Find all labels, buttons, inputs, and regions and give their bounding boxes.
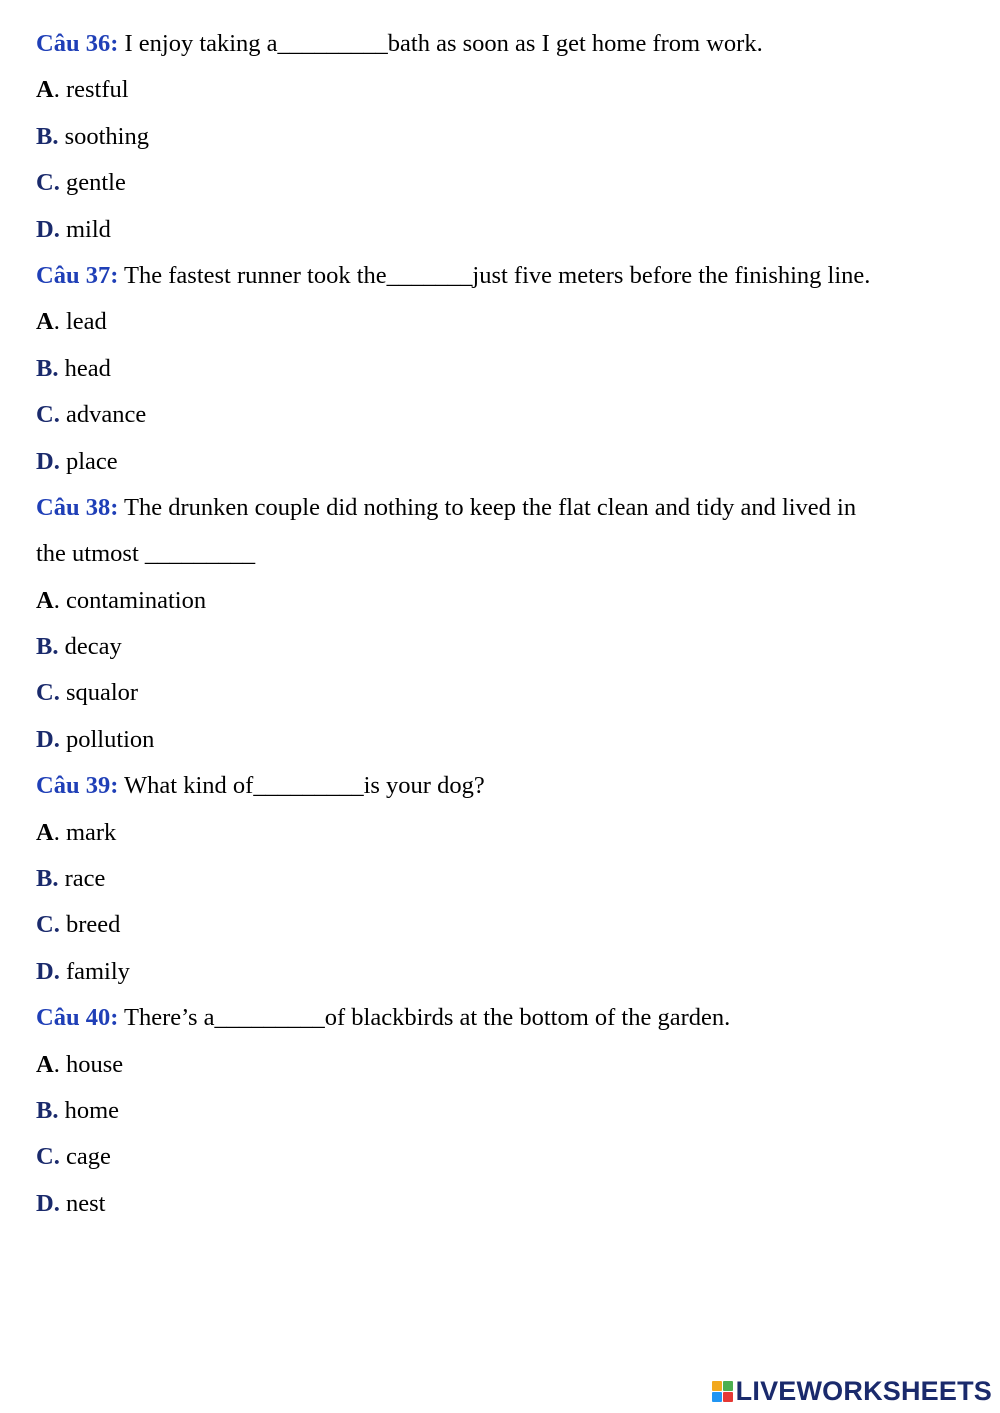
option-letter: D. [36,447,60,475]
question-text: There’s a_________of blackbirds at the bottom of the garden. [124,1004,731,1032]
option-letter: B. [36,1096,59,1124]
option-separator: . [53,1050,66,1078]
option-a [36,578,976,624]
brand-mark-square [712,1381,722,1391]
option-text: home [64,1096,120,1124]
option-text: mark [65,818,117,846]
option-letter: D. [36,725,60,753]
question-label: Câu 37: [36,261,119,289]
question-38 [36,485,976,531]
option-letter: A [36,1050,54,1078]
option-b [36,624,976,670]
option-text: contamination [65,586,207,614]
option-a [36,810,976,856]
option-c [36,670,976,716]
option-text: decay [64,633,122,661]
question-38-continued [36,531,976,577]
option-letter: A [36,76,54,104]
option-letter: D. [36,215,60,243]
option-d [36,949,976,995]
question-text: What kind of_________is your dog? [124,772,485,800]
option-text: pollution [65,725,155,753]
option-a [36,67,976,113]
option-letter: C. [36,679,60,707]
option-a [36,299,976,345]
option-text: breed [65,911,121,939]
question-label: Câu 39: [36,772,119,800]
option-letter: A [36,308,54,336]
option-text: mild [65,215,111,243]
brand-mark-square [712,1392,722,1402]
option-text: restful [65,76,129,104]
option-text: head [64,354,111,382]
question-40 [36,995,976,1041]
question-label: Câu 38: [36,493,119,521]
option-letter: C. [36,169,60,197]
question-label: Câu 36: [36,30,119,57]
option-text: lead [65,308,107,336]
option-separator: . [53,586,66,614]
option-letter: B. [36,122,59,150]
option-text: house [65,1050,124,1078]
question-39 [36,763,976,809]
option-text: gentle [65,169,126,197]
option-b [36,856,976,902]
liveworksheets-logo [712,1376,992,1407]
option-d [36,207,976,253]
option-letter: B. [36,354,59,382]
option-c [36,160,976,206]
option-text: place [65,447,118,475]
question-text: the utmost _________ [36,540,256,568]
option-letter: A [36,818,54,846]
option-letter: C. [36,1143,60,1171]
brand-mark-square [723,1392,733,1402]
option-text: race [64,865,106,893]
question-text: The fastest runner took the_______just five meters before the finishing line. [124,261,871,289]
option-letter: C. [36,911,60,939]
brand-mark-square [723,1381,733,1391]
option-text: soothing [64,122,149,150]
option-letter: C. [36,401,60,429]
option-d [36,717,976,763]
option-c [36,902,976,948]
worksheet [36,21,976,1227]
option-letter: B. [36,633,59,661]
option-c [36,1134,976,1180]
option-text: family [65,957,130,985]
option-b [36,114,976,160]
option-letter: D. [36,957,60,985]
question-text: I enjoy taking a_________bath as soon as I get home from work. [124,30,763,57]
option-text: squalor [65,679,139,707]
option-b [36,346,976,392]
option-text: advance [65,401,147,429]
option-text: nest [65,1189,106,1217]
brand-mark-icon [712,1381,733,1402]
question-37 [36,253,976,299]
option-text: cage [65,1143,111,1171]
option-letter: D. [36,1189,60,1217]
option-separator: . [53,308,66,336]
option-c [36,392,976,438]
brand-name: LIVEWORKSHEETS [735,1376,992,1406]
question-36 [36,21,976,67]
option-a [36,1042,976,1088]
option-separator: . [53,76,66,104]
option-separator: . [53,818,66,846]
option-letter: A [36,586,54,614]
option-letter: B. [36,865,59,893]
question-text: The drunken couple did nothing to keep the flat clean and tidy and lived in [124,493,857,521]
option-d [36,1181,976,1227]
option-b [36,1088,976,1134]
option-d [36,439,976,485]
question-label: Câu 40: [36,1004,119,1032]
